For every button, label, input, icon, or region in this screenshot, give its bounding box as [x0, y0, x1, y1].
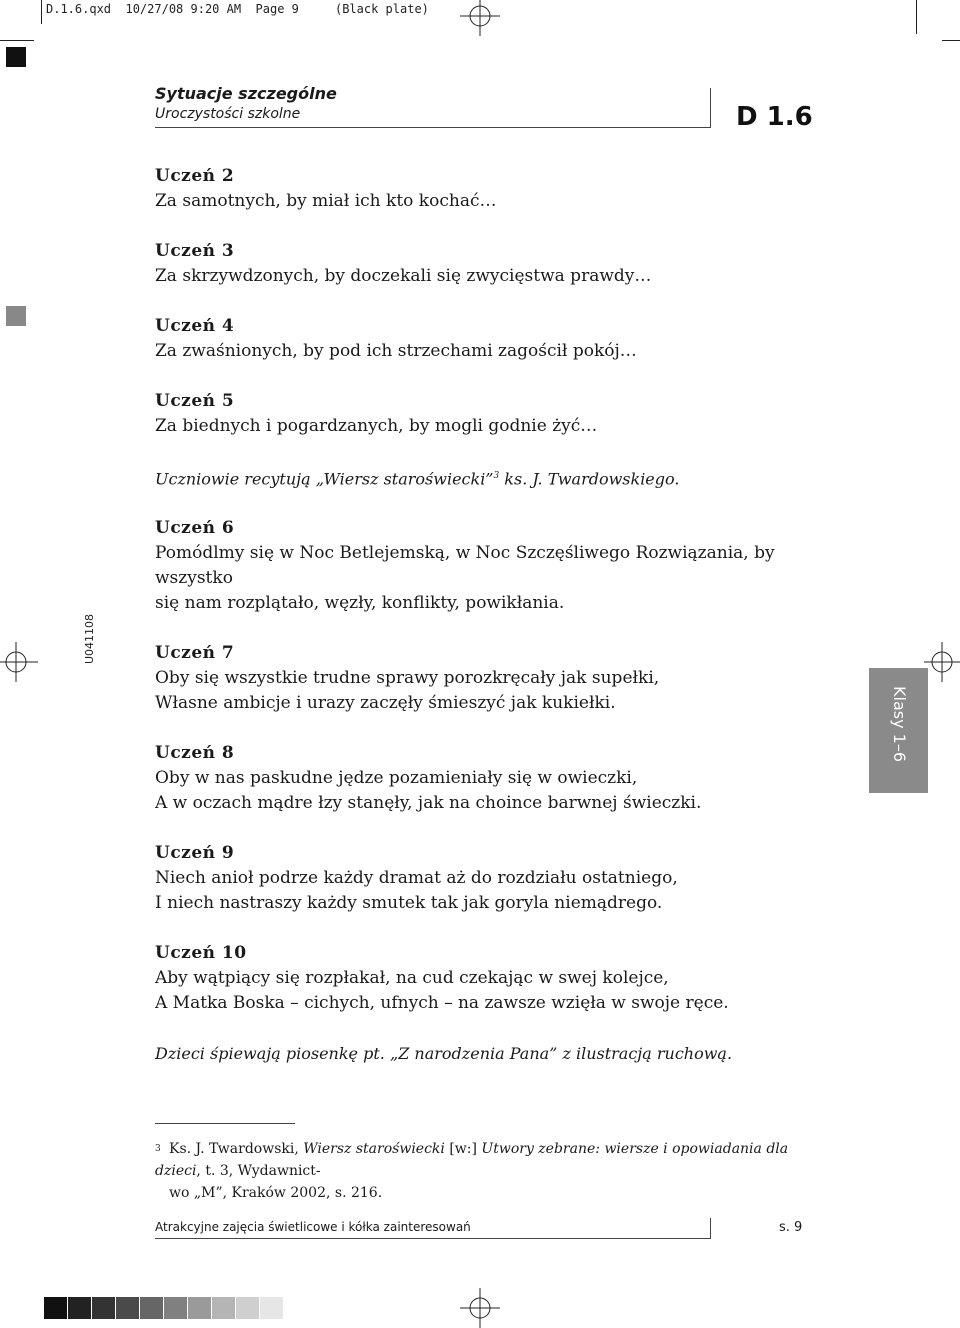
color-swatch	[260, 1297, 283, 1319]
header-rule	[155, 127, 710, 128]
footnote-source: Utwory zebrane: wiersze i opowiadania dla dzieci	[155, 1141, 789, 1179]
dialogue-line: A w oczach mądre łzy stanęły, jak na choince barwnej świeczki.	[155, 793, 702, 814]
header-rule-vertical	[710, 88, 711, 128]
footnote-number: 3	[155, 1144, 161, 1154]
footer-rule	[155, 1238, 710, 1239]
speaker-label: Uczeń 10	[155, 943, 247, 964]
dialogue-block	[155, 164, 815, 214]
dialogue-line: Za samotnych, by miał ich kto kochać…	[155, 191, 497, 211]
grade-tab-label: Klasy 1–6	[890, 686, 909, 762]
trim-mark	[942, 40, 960, 41]
trim-mark	[916, 0, 917, 34]
dialogue-block	[155, 941, 815, 1016]
footnote-text: , t. 3, Wydawnict-	[196, 1163, 321, 1179]
footnote-text: [w:]	[444, 1141, 482, 1157]
registration-mark-icon	[460, 1288, 500, 1328]
print-slug: D.1.6.qxd 10/27/08 9:20 AM Page 9 (Black plate)	[46, 2, 429, 16]
dialogue-line: Aby wątpiący się rozpłakał, na cud czekając w swej kolejce,	[155, 968, 669, 989]
running-header	[155, 84, 337, 124]
speaker-label: Uczeń 2	[155, 166, 235, 186]
color-swatch	[140, 1297, 163, 1319]
black-square	[6, 47, 26, 67]
dialogue-line: A Matka Boska – cichych, ufnych – na zawsze wzięła w swoje ręce.	[155, 993, 729, 1014]
dialogue-line: Niech anioł podrze każdy dramat aż do rozdziału ostatniego,	[155, 868, 678, 889]
dialogue-block	[155, 841, 815, 916]
registration-mark-icon	[924, 642, 960, 682]
color-swatch	[188, 1297, 211, 1319]
color-swatch	[116, 1297, 139, 1319]
stage-direction	[155, 1041, 815, 1066]
color-swatch	[44, 1297, 67, 1319]
dialogue-line: Własne ambicje i urazy zaczęły śmieszyć jak kukiełki.	[155, 693, 616, 714]
stage-text: Dzieci śpiewają piosenkę pt. „Z narodzenia Pana” z ilustracją ruchową.	[155, 1044, 733, 1064]
footnote-ref: 3	[493, 471, 500, 481]
side-code: U041108	[83, 613, 96, 664]
speaker-label: Uczeń 3	[155, 241, 235, 261]
dialogue-block	[155, 516, 815, 616]
section-title: Sytuacje szczególne	[155, 84, 337, 103]
dialogue-block	[155, 741, 815, 816]
page-number: s. 9	[779, 1220, 803, 1235]
footer-title: Atrakcyjne zajęcia świetlicowe i kółka zainteresowań	[155, 1220, 471, 1234]
document-code: D 1.6	[736, 102, 813, 132]
registration-mark-icon	[0, 642, 38, 682]
color-swatch	[92, 1297, 115, 1319]
footnote-text: wo „M”, Kraków 2002, s. 216.	[169, 1185, 383, 1201]
dialogue-line: Za biednych i pogardzanych, by mogli godnie żyć…	[155, 416, 598, 436]
footnote	[155, 1138, 805, 1204]
dialogue-block	[155, 314, 815, 364]
dialogue-line: Oby się wszystkie trudne sprawy porozkręcały jak supełki,	[155, 668, 660, 689]
script-content	[155, 164, 815, 1091]
dialogue-block	[155, 389, 815, 439]
footnote-text: Ks. J. Twardowski,	[169, 1141, 304, 1157]
grade-tab	[869, 668, 928, 793]
color-swatch	[164, 1297, 187, 1319]
trim-mark	[41, 0, 42, 24]
speaker-label: Uczeń 4	[155, 316, 235, 336]
speaker-label: Uczeń 5	[155, 391, 235, 411]
speaker-label: Uczeń 9	[155, 843, 235, 864]
subsection-title: Uroczystości szkolne	[155, 106, 301, 122]
registration-mark-icon	[460, 0, 500, 36]
speaker-label: Uczeń 6	[155, 518, 235, 539]
stage-text: ks. J. Twardowskiego.	[499, 469, 680, 489]
dialogue-line: Oby w nas paskudne jędze pozamieniały się w owieczki,	[155, 768, 638, 789]
gray-square	[6, 306, 26, 326]
trim-mark	[0, 40, 34, 41]
stage-direction	[155, 464, 815, 491]
stage-text: Uczniowie recytują „Wiersz staroświecki”	[155, 469, 494, 489]
dialogue-block	[155, 641, 815, 716]
color-swatch	[212, 1297, 235, 1319]
color-swatch	[68, 1297, 91, 1319]
footnote-rule	[155, 1123, 295, 1124]
dialogue-line: Za skrzywdzonych, by doczekali się zwycięstwa prawdy…	[155, 266, 652, 286]
color-swatch	[236, 1297, 259, 1319]
dialogue-block	[155, 239, 815, 289]
dialogue-line: Pomódlmy się w Noc Betlejemską, w Noc Szczęśliwego Rozwiązania, by wszystko	[155, 543, 775, 589]
speaker-label: Uczeń 7	[155, 643, 235, 664]
dialogue-line: się nam rozplątało, węzły, konflikty, powikłania.	[155, 593, 565, 614]
footnote-title: Wiersz staroświecki	[303, 1141, 445, 1157]
dialogue-line: Za zwaśnionych, by pod ich strzechami zagościł pokój…	[155, 341, 637, 361]
speaker-label: Uczeń 8	[155, 743, 235, 764]
dialogue-line: I niech nastraszy każdy smutek tak jak goryla niemądrego.	[155, 893, 663, 914]
footer-rule-vertical	[710, 1218, 711, 1239]
